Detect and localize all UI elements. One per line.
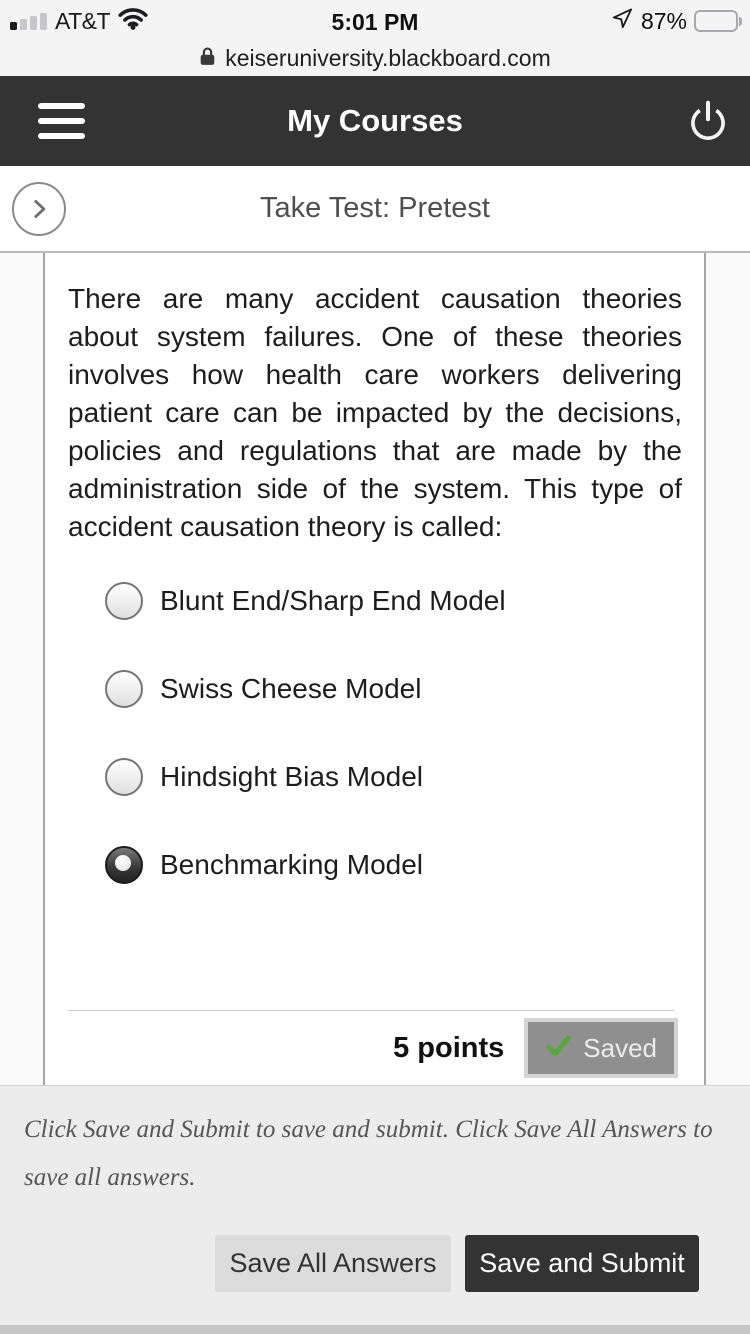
- status-right-cluster: [611, 0, 742, 42]
- radio-button[interactable]: [105, 670, 143, 708]
- answer-option-label: Swiss Cheese Model: [160, 673, 422, 704]
- battery-icon: [694, 10, 742, 32]
- ios-top-chrome: [0, 0, 750, 76]
- saved-label: Saved: [583, 1032, 657, 1063]
- saved-status-badge[interactable]: [524, 1018, 678, 1078]
- breadcrumb-title: Take Test: Pretest: [260, 192, 490, 224]
- answer-option[interactable]: [105, 846, 704, 884]
- submit-instructions: Click Save and Submit to save and submit. Click Save All Answers to save all answers.: [24, 1116, 713, 1191]
- question-panel: [43, 253, 706, 1085]
- lock-icon: [199, 45, 216, 72]
- check-icon: [545, 1032, 572, 1064]
- answer-option[interactable]: [105, 582, 704, 620]
- points-row: [45, 1018, 678, 1078]
- power-icon[interactable]: [686, 99, 730, 143]
- footer-buttons: [215, 1235, 699, 1292]
- save-all-answers-button[interactable]: Save All Answers: [215, 1235, 451, 1292]
- divider: [68, 1010, 674, 1011]
- url-domain-label: keiseruniversity.blackboard.com: [225, 44, 551, 71]
- clock-label: 5:01 PM: [331, 9, 419, 35]
- answer-option-label: Hindsight Bias Model: [160, 761, 424, 792]
- answer-option-label: Benchmarking Model: [160, 849, 424, 880]
- points-label: 5 points: [393, 1031, 505, 1064]
- answer-option-label: Blunt End/Sharp End Model: [160, 585, 506, 616]
- address-bar[interactable]: [0, 40, 750, 76]
- radio-button[interactable]: [105, 758, 143, 796]
- answer-option[interactable]: [105, 758, 704, 796]
- status-bar: [0, 0, 750, 40]
- location-arrow-icon: [611, 7, 634, 35]
- bottom-strip: [0, 1325, 750, 1334]
- battery-percent-label: 87%: [640, 7, 687, 34]
- save-and-submit-button[interactable]: Save and Submit: [465, 1235, 699, 1292]
- question-text: There are many accident causation theories about system failures. One of these theories involves how health care workers delivering patient care can be impacted by the decisions, policies and regulations that are made by the administration side of the system. This type of accident causation theory is called:: [68, 283, 682, 542]
- answer-options: [45, 582, 704, 884]
- radio-button[interactable]: [105, 582, 143, 620]
- test-content-area: [0, 253, 750, 1085]
- app-header: [0, 76, 750, 166]
- subheader: [0, 166, 750, 253]
- radio-button[interactable]: [105, 846, 143, 884]
- submit-footer: [0, 1085, 750, 1334]
- answer-option[interactable]: [105, 670, 704, 708]
- page-title: My Courses: [287, 103, 463, 138]
- carrier-label: AT&T: [55, 7, 111, 34]
